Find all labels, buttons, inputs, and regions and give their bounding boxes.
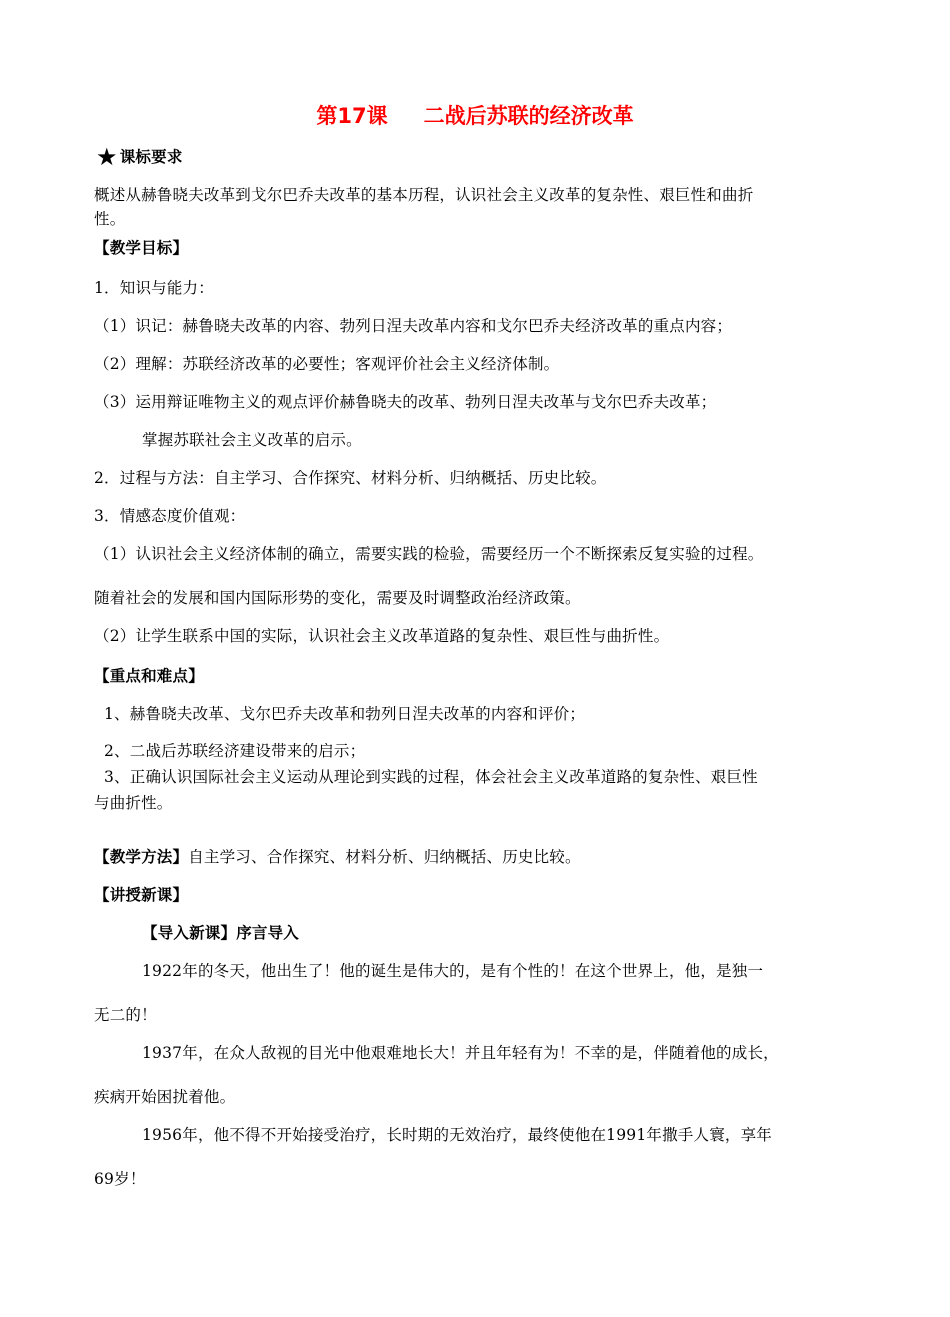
keypoints-p1: 1、赫鲁晓夫改革、戈尔巴乔夫改革和勃列日涅夫改革的内容和评价；	[104, 705, 586, 723]
keypoints-heading: 【重点和难点】	[94, 666, 204, 685]
para2-line1: 1937年，在众人敌视的目光中他艰难地长大！并且年轻有为！不幸的是，伴随着他的成长，	[142, 1044, 779, 1062]
keypoints-p3: 3、正确认识国际社会主义运动从理论到实践的过程，体会社会主义改革道路的复杂性、艰巨性	[104, 768, 758, 786]
requirements-text-line1: 概述从赫鲁晓夫改革到戈尔巴乔夫改革的基本历程，认识社会主义改革的复杂性、艰巨性和曲折	[94, 186, 754, 204]
goals-k3b: 掌握苏联社会主义改革的启示。	[142, 431, 362, 449]
goals-k3: （3）运用辩证唯物主义的观点评价赫鲁晓夫的改革、勃列日涅夫改革与戈尔巴乔夫改革；	[94, 393, 717, 411]
para2-line2: 疾病开始困扰着他。	[94, 1088, 236, 1106]
goals-knowledge: 1．知识与能力：	[94, 279, 214, 297]
goals-process: 2．过程与方法：自主学习、合作探究、材料分析、归纳概括、历史比较。	[94, 469, 607, 487]
requirements-heading-label: 课标要求	[119, 147, 183, 166]
goals-emotion: 3．情感态度价值观：	[94, 507, 246, 525]
goals-heading: 【教学目标】	[94, 238, 189, 257]
goals-k2: （2）理解：苏联经济改革的必要性；客观评价社会主义经济体制。	[94, 355, 560, 373]
method-heading: 【教学方法】	[94, 847, 189, 866]
newlesson-heading: 【讲授新课】	[94, 885, 189, 904]
method-text: 自主学习、合作探究、材料分析、归纳概括、历史比较。	[188, 848, 581, 866]
page-title	[0, 101, 950, 131]
requirements-heading	[96, 143, 183, 171]
lesson-topic: 二战后苏联的经济改革	[423, 104, 634, 128]
goals-e2: （2）让学生联系中国的实际，认识社会主义改革道路的复杂性、艰巨性与曲折性。	[94, 627, 670, 645]
requirements-text-line2: 性。	[94, 210, 126, 228]
method-line	[94, 846, 581, 868]
para1-line2: 无二的！	[94, 1006, 157, 1024]
goals-k1: （1）识记：赫鲁晓夫改革的内容、勃列日涅夫改革内容和戈尔巴乔夫经济改革的重点内容；	[94, 317, 733, 335]
intro-heading: 【导入新课】序言导入	[142, 923, 300, 942]
para3-line2: 69岁！	[94, 1170, 146, 1188]
goals-e1: （1）认识社会主义经济体制的确立，需要实践的检验，需要经历一个不断探索反复实验的过程。	[94, 545, 764, 563]
para3-line1: 1956年，他不得不开始接受治疗，长时期的无效治疗，最终使他在1991年撒手人寰，享年	[142, 1126, 772, 1144]
keypoints-p2: 2、二战后苏联经济建设带来的启示；	[104, 742, 366, 760]
goals-e1b: 随着社会的发展和国内国际形势的变化，需要及时调整政治经济政策。	[94, 589, 581, 607]
keypoints-p3b: 与曲折性。	[94, 794, 173, 812]
para1-line1: 1922年的冬天，他出生了！他的诞生是伟大的，是有个性的！在这个世界上，他，是独一	[142, 962, 764, 980]
lesson-number: 第17课	[316, 104, 388, 128]
star-icon: ★	[96, 143, 118, 171]
